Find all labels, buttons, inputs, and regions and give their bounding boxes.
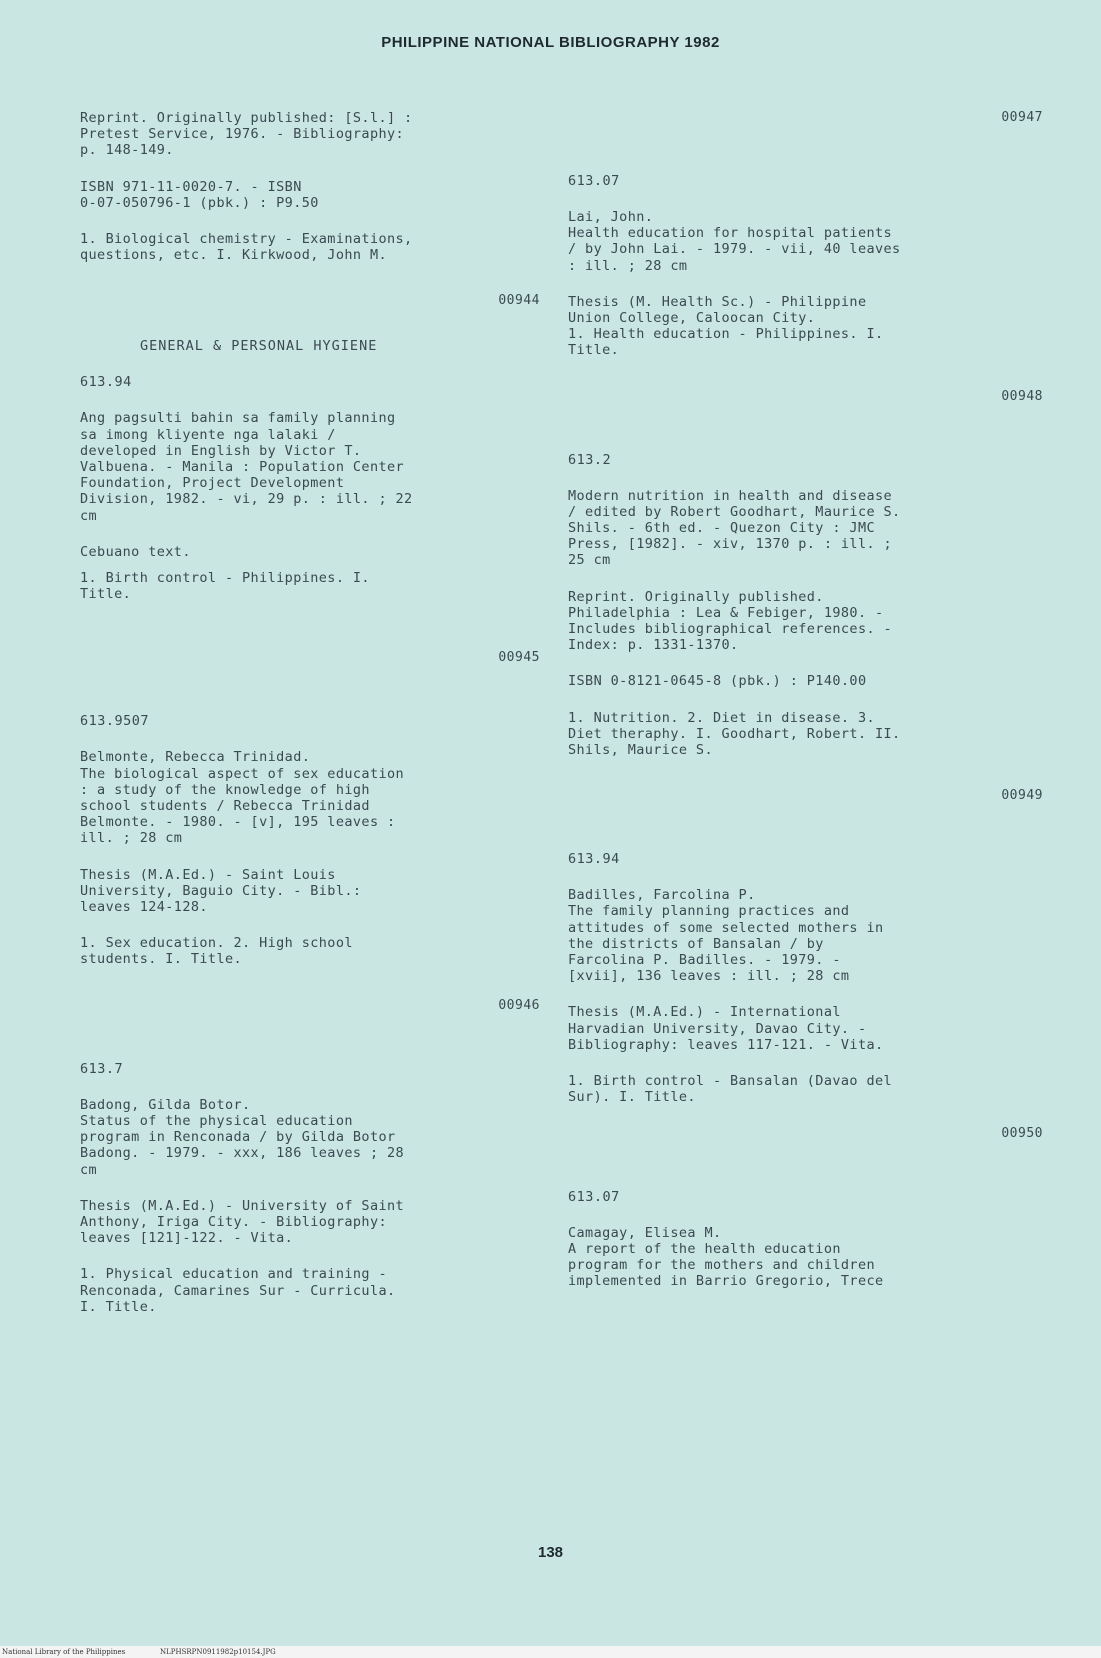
class-number: 613.2 (568, 451, 612, 468)
page-number: 138 (537, 1544, 564, 1561)
class-number: 613.94 (568, 851, 620, 868)
entry-note: Cebuano text. (80, 543, 191, 560)
entry-description: Belmonte, Rebecca Trinidad. The biological aspect of sex education : a study of the knowledge of high school students / Rebecca Trinidad Belmonte. - 1980. - [v], 195 leaves : ill. ; 28 cm (80, 749, 405, 847)
entry-description: Badong, Gilda Botor. Status of the physical education program in Renconada / by Gilda Botor Badong. - 1979. - xxx, 186 leaves ; 28 cm (80, 1096, 405, 1178)
entry-description: Badilles, Farcolina P. The family planning practices and attitudes of some selected mothers in the districts of Bansalan / by Farcolina P. Badilles. - 1979. - [xvii], 136 leaves : ill. ; 28 cm (568, 887, 884, 985)
entry-description: Camagay, Elisea M. A report of the health education program for the mothers and children implemented in Barrio Gregorio, Trece (568, 1224, 884, 1290)
entry-isbn: ISBN 0-8121-0645-8 (pbk.) : P140.00 (568, 673, 867, 690)
entry-number: 00947 (1001, 110, 1043, 125)
right-column (568, 110, 1043, 1289)
scan-footer (0, 1646, 1101, 1658)
entry-number: 00950 (1001, 1125, 1043, 1141)
entry-subjects: 1. Biological chemistry - Examinations, questions, etc. I. Kirkwood, John M. (80, 231, 413, 264)
entry-number: 00944 (498, 293, 540, 309)
entry-number: 00948 (1001, 388, 1043, 404)
entry-note: Reprint. Originally published. Philadelphia : Lea & Febiger, 1980. - Includes bibliographical references. - Index: p. 1331-1370. (568, 588, 893, 654)
entry-subjects: 1. Nutrition. 2. Diet in disease. 3. Diet theraphy. I. Goodhart, Robert. II. Shils, Maurice S. (568, 709, 901, 759)
file-name: NLPHSRPN0911982p10154.JPG (160, 1648, 276, 1656)
library-credit: National Library of the Philippines (2, 1648, 126, 1656)
class-number: 613.94 (80, 374, 132, 391)
entry-subjects: 1. Physical education and training - Renconada, Camarines Sur - Curricula. I. Title. (80, 1266, 396, 1315)
class-number: 613.07 (568, 1188, 620, 1205)
entry-note: Thesis (M.A.Ed.) - Saint Louis University, Baguio City. - Bibl.: leaves 124-128. (80, 866, 362, 916)
entry-subjects: 1. Birth control - Philippines. I. Title. (80, 570, 370, 603)
entry-description: Modern nutrition in health and disease / edited by Robert Goodhart, Maurice S. Shils. - 6th ed. - Quezon City : JMC Press, [1982]. - xiv, 1370 p. : ill. ; 25 cm (568, 487, 901, 569)
entry-description: Ang pagsulti bahin sa family planning sa imong kliyente nga lalaki / developed in English by Victor T. Valbuena. - Manila : Population Center Foundation, Project Development Division, 1982. - vi, 29 p. : ill. ; 22 cm (80, 410, 413, 524)
entry-number: 00945 (498, 650, 540, 666)
class-number: 613.7 (80, 1060, 124, 1077)
page-title: PHILIPPINE NATIONAL BIBLIOGRAPHY 1982 (381, 34, 720, 51)
entry-description: Lai, John. Health education for hospital patients / by John Lai. - 1979. - vii, 40 leaves : ill. ; 28 cm (568, 209, 901, 274)
entry-subjects: 1. Birth control - Bansalan (Davao del Sur). I. Title. (568, 1073, 893, 1106)
entry-number: 00949 (1001, 788, 1043, 804)
entry-note: Thesis (M.A.Ed.) - University of Saint Anthony, Iriga City. - Bibliography: leaves [121]-122. - Vita. (80, 1197, 405, 1247)
section-heading: GENERAL & PERSONAL HYGIENE (140, 338, 378, 355)
entry-note: Thesis (M.A.Ed.) - International Harvadian University, Davao City. - Bibliography: leaves 117-121. - Vita. (568, 1004, 884, 1053)
entry-note: Thesis (M. Health Sc.) - Philippine Union College, Caloocan City. 1. Health education - Philippines. I. Title. (568, 293, 884, 359)
class-number: 613.07 (568, 173, 620, 189)
entry-subjects: 1. Sex education. 2. High school students. I. Title. (80, 935, 353, 968)
entry-number: 00946 (498, 997, 540, 1013)
left-column (80, 110, 540, 1315)
entry-isbn: ISBN 971-11-0020-7. - ISBN 0-07-050796-1 (pbk.) : P9.50 (80, 178, 319, 211)
class-number: 613.9507 (80, 713, 150, 730)
entry-note: Reprint. Originally published: [S.l.] : Pretest Service, 1976. - Bibliography: p. 148-149. (80, 110, 413, 159)
